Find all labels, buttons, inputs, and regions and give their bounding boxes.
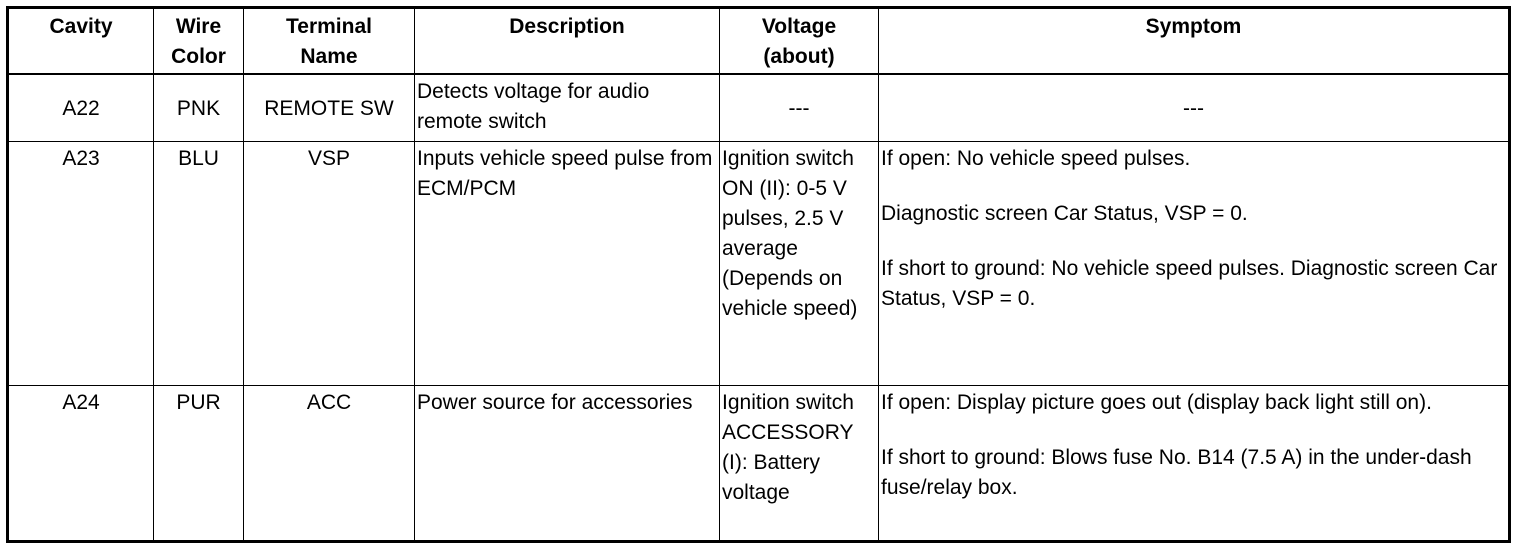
- cell-description: Inputs vehicle speed pulse from ECM/PCM: [415, 142, 720, 386]
- header-cavity-line1: Cavity: [49, 15, 113, 38]
- header-voltage-line2: (about): [763, 45, 835, 68]
- cell-wire-color: BLU: [154, 142, 244, 386]
- header-description: [415, 8, 720, 75]
- header-terminal-name-line2: Name: [300, 45, 358, 68]
- cell-voltage: ---: [720, 74, 879, 142]
- header-cavity: [8, 8, 154, 75]
- header-wire-color-line1: Wire: [175, 15, 222, 38]
- symptom-paragraph: If open: Display picture goes out (display back light still on).: [881, 391, 1432, 414]
- table-header-row: [8, 8, 1510, 75]
- header-terminal-name: [244, 8, 415, 75]
- symptom-paragraph: ---: [1183, 97, 1204, 120]
- cell-terminal-name: ACC: [244, 386, 415, 542]
- cell-wire-color: PNK: [154, 74, 244, 142]
- cell-symptom: [879, 142, 1510, 386]
- table-row: [8, 386, 1510, 542]
- header-terminal-name-line1: Terminal: [286, 15, 372, 38]
- cell-voltage: Ignition switch ON (II): 0-5 V pulses, 2.5 V average (Depends on vehicle speed): [720, 142, 879, 386]
- header-voltage: [720, 8, 879, 75]
- header-symptom: [879, 8, 1510, 75]
- cell-symptom: [879, 386, 1510, 542]
- symptom-paragraph: Diagnostic screen Car Status, VSP = 0.: [881, 202, 1248, 225]
- table-row: [8, 142, 1510, 386]
- cell-description: Power source for accessories: [415, 386, 720, 542]
- header-symptom-line1: Symptom: [1145, 15, 1242, 38]
- symptom-paragraph: If short to ground: Blows fuse No. B14 (7.5 A) in the under-dash fuse/relay box.: [881, 446, 1472, 499]
- cell-symptom: [879, 74, 1510, 142]
- symptom-paragraph: If short to ground: No vehicle speed pulses. Diagnostic screen Car Status, VSP = 0.: [881, 257, 1498, 310]
- cell-description: Detects voltage for audio remote switch: [415, 74, 720, 142]
- header-wire-color: [154, 8, 244, 75]
- cell-cavity: A24: [8, 386, 154, 542]
- cell-terminal-name: REMOTE SW: [244, 74, 415, 142]
- cell-voltage: Ignition switch ACCESSORY (I): Battery voltage: [720, 386, 879, 542]
- header-wire-color-line2: Color: [171, 45, 226, 68]
- cell-terminal-name: VSP: [244, 142, 415, 386]
- header-voltage-line1: Voltage: [761, 15, 837, 38]
- connector-terminal-table: [6, 6, 1511, 543]
- table-row: [8, 74, 1510, 142]
- cell-wire-color: PUR: [154, 386, 244, 542]
- cell-cavity: A22: [8, 74, 154, 142]
- cell-cavity: A23: [8, 142, 154, 386]
- symptom-paragraph: If open: No vehicle speed pulses.: [881, 147, 1191, 170]
- header-description-line1: Description: [509, 15, 625, 38]
